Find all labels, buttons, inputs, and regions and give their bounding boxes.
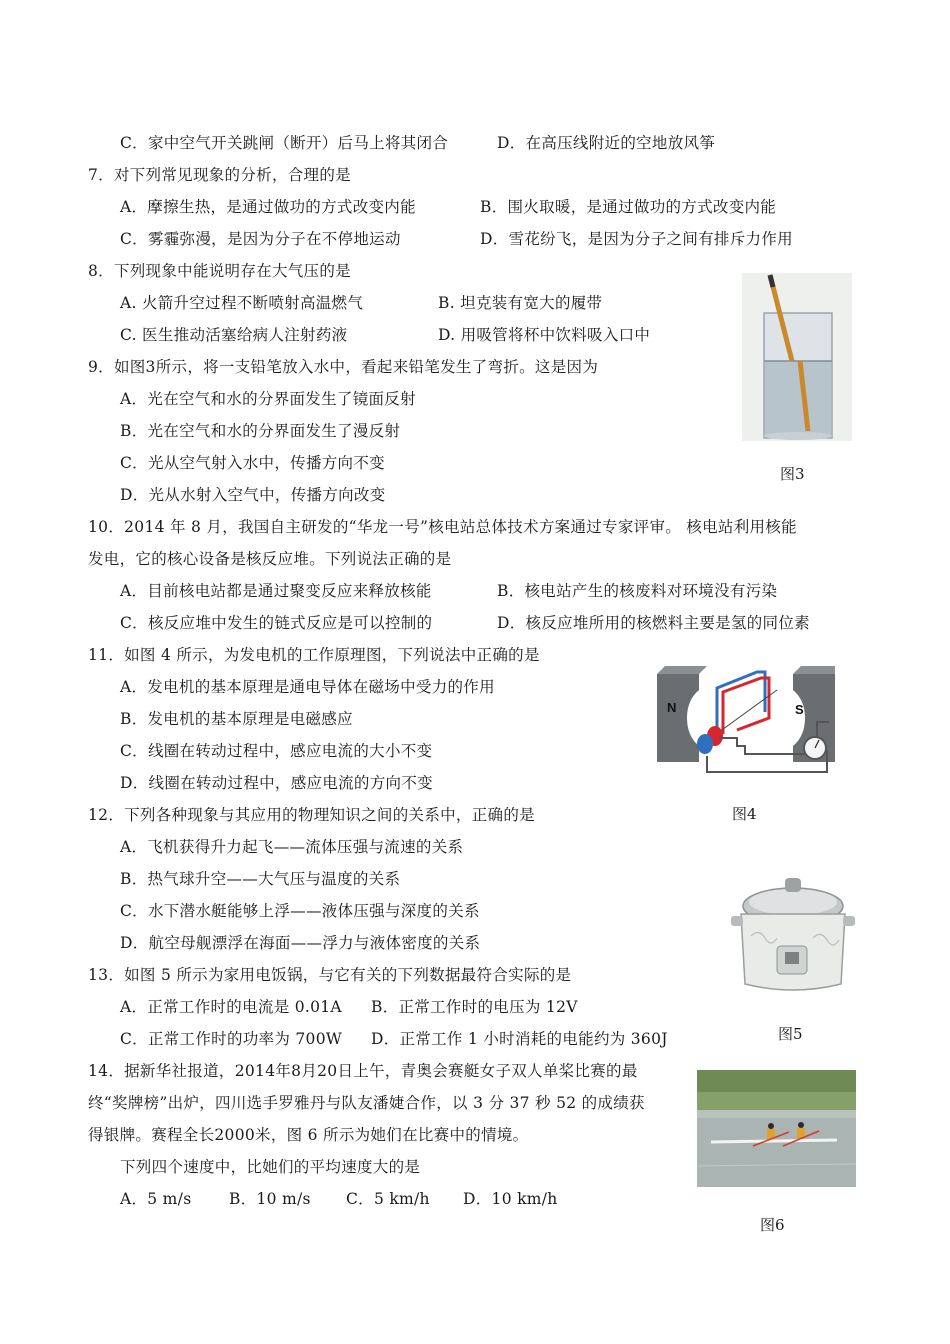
- q10-stem-line-1: 10．2014 年 8 月，我国自主研发的“华龙一号”核电站总体技术方案通过专家评审。 核电站利用核能: [88, 518, 797, 536]
- q14-stem-line-2: 终“奖牌榜”出炉，四川选手罗雅丹与队友潘婕合作，以 3 分 37 秒 52 的成绩获: [88, 1094, 645, 1112]
- q13-stem: 13．如图 5 所示为家用电饭锅，与它有关的下列数据最符合实际的是: [88, 966, 572, 984]
- q8-option-d: D. 用吸管将杯中饮料吸入口中: [438, 326, 651, 344]
- q14-stem-line-4: 下列四个速度中，比她们的平均速度大的是: [120, 1158, 421, 1176]
- pencil-in-water-photo: [742, 273, 852, 441]
- q11-option-c: C．线圈在转动过程中，感应电流的大小不变: [120, 742, 433, 760]
- magnet-north-label: N: [667, 700, 677, 715]
- q10-option-c: C．核反应堆中发生的链式反应是可以控制的: [120, 614, 433, 632]
- q13-option-a: A．正常工作时的电流是 0.01A: [120, 998, 342, 1016]
- generator-diagram: [657, 660, 835, 776]
- q12-option-a: A．飞机获得升力起飞——流体压强与流速的关系: [120, 838, 464, 856]
- q14-stem-line-3: 得银牌。赛程全长2000米，图 6 所示为她们在比赛中的情境。: [88, 1126, 529, 1144]
- magnet-south-label: S: [795, 702, 804, 717]
- q7-option-a: A．摩擦生热，是通过做功的方式改变内能: [120, 198, 416, 216]
- figure-4-caption: 图4: [732, 805, 757, 823]
- q7-option-d: D．雪花纷飞，是因为分子之间有排斥力作用: [480, 230, 793, 248]
- q10-option-b: B．核电站产生的核废料对环境没有污染: [497, 582, 778, 600]
- q13-option-b: B．正常工作时的电压为 12V: [371, 998, 578, 1016]
- q8-option-c: C. 医生推动活塞给病人注射药液: [120, 326, 348, 344]
- figure-5-caption: 图5: [778, 1025, 803, 1043]
- q11-option-b: B．发电机的基本原理是电磁感应: [120, 710, 353, 728]
- q10-option-a: A．目前核电站都是通过聚变反应来释放核能: [120, 582, 432, 600]
- q11-option-a: A．发电机的基本原理是通电导体在磁场中受力的作用: [120, 678, 495, 696]
- q14-option-a: A．5 m/s: [120, 1190, 192, 1208]
- q8-stem: 8．下列现象中能说明存在大气压的是: [88, 262, 351, 280]
- q10-option-d: D．核反应堆所用的核燃料主要是氢的同位素: [497, 614, 810, 632]
- q13-option-c: C．正常工作时的功率为 700W: [120, 1030, 343, 1048]
- q8-option-a: A. 火箭升空过程不断喷射高温燃气: [120, 294, 364, 312]
- q9-option-a: A．光在空气和水的分界面发生了镜面反射: [120, 390, 416, 408]
- q11-stem: 11．如图 4 所示，为发电机的工作原理图，下列说法中正确的是: [88, 646, 540, 664]
- q6-option-d: D．在高压线附近的空地放风筝: [497, 134, 716, 152]
- q9-option-d: D．光从水射入空气中，传播方向改变: [120, 486, 386, 504]
- q12-option-b: B．热气球升空——大气压与温度的关系: [120, 870, 401, 888]
- q14-stem-line-1: 14．据新华社报道，2014年8月20日上午，青奥会赛艇女子双人单桨比赛的最: [88, 1062, 638, 1080]
- q14-option-c: C．5 km/h: [346, 1190, 430, 1208]
- q7-stem: 7．对下列常见现象的分析，合理的是: [88, 166, 351, 184]
- q14-option-d: D．10 km/h: [463, 1190, 558, 1208]
- rice-cooker-photo: [727, 872, 859, 997]
- q6-option-c: C．家中空气开关跳闸（断开）后马上将其闭合: [120, 134, 449, 152]
- q12-option-c: C．水下潜水艇能够上浮——液体压强与深度的关系: [120, 902, 480, 920]
- figure-6-caption: 图6: [760, 1216, 785, 1234]
- q7-option-c: C．雾霾弥漫，是因为分子在不停地运动: [120, 230, 401, 248]
- q11-option-d: D．线圈在转动过程中，感应电流的方向不变: [120, 774, 433, 792]
- q13-option-d: D．正常工作 1 小时消耗的电能约为 360J: [371, 1030, 668, 1048]
- q7-option-b: B．围火取暖，是通过做功的方式改变内能: [480, 198, 777, 216]
- rowing-race-photo: [697, 1070, 856, 1187]
- q9-stem: 9．如图3所示，将一支铅笔放入水中，看起来铅笔发生了弯折。这是因为: [88, 358, 599, 376]
- q9-option-b: B．光在空气和水的分界面发生了漫反射: [120, 422, 401, 440]
- q12-option-d: D．航空母舰漂浮在海面——浮力与液体密度的关系: [120, 934, 481, 952]
- q8-option-b: B. 坦克装有宽大的履带: [438, 294, 603, 312]
- q10-stem-line-2: 发电，它的核心设备是核反应堆。下列说法正确的是: [88, 550, 452, 568]
- q9-option-c: C．光从空气射入水中，传播方向不变: [120, 454, 385, 472]
- q14-option-b: B．10 m/s: [229, 1190, 311, 1208]
- figure-3-caption: 图3: [780, 465, 805, 483]
- q12-stem: 12．下列各种现象与其应用的物理知识之间的关系中，正确的是: [88, 806, 535, 824]
